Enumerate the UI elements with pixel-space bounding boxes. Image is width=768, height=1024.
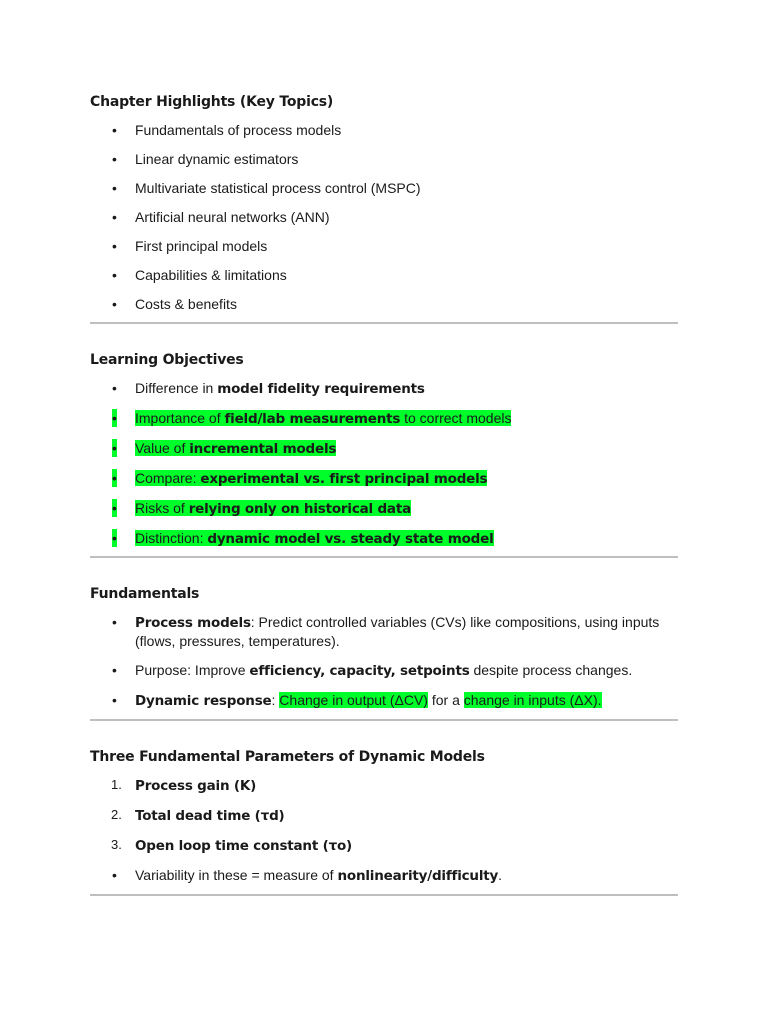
item-emphasis: relying only on historical data	[188, 501, 411, 517]
bullet-list	[90, 379, 678, 548]
list-item-highlighted	[90, 499, 678, 518]
item-emphasis: model fidelity requirements	[217, 381, 425, 397]
highlighted-text: Change in output (ΔCV)	[279, 692, 428, 708]
list-number: 1.	[111, 777, 122, 792]
item-text: .	[498, 867, 503, 883]
item-text: Capabilities & limitations	[135, 267, 287, 283]
list-item	[90, 208, 678, 226]
item-text: Purpose: Improve	[135, 662, 250, 678]
item-text: : Predict controlled variables (CVs) like compositions, using inputs (flows, pressures, temperatures).	[135, 614, 660, 649]
item-text: for a	[427, 692, 464, 708]
list-item	[90, 866, 678, 885]
bullet-marker: •	[112, 151, 117, 167]
item-emphasis: Total dead time (τd)	[135, 808, 285, 824]
item-emphasis: experimental vs. first principal models	[200, 471, 488, 487]
item-text: Costs & benefits	[135, 296, 237, 312]
item-emphasis: Process models	[135, 615, 251, 631]
list-item-highlighted	[90, 469, 678, 488]
item-emphasis: incremental models	[189, 441, 337, 457]
item-text: Importance of	[135, 410, 225, 426]
section-fundamentals	[90, 586, 678, 721]
item-emphasis: field/lab measurements	[224, 411, 401, 427]
list-item	[90, 379, 678, 398]
item-emphasis: dynamic model vs. steady state model	[207, 531, 494, 547]
bullet-marker: •	[112, 692, 117, 708]
item-text: to correct models	[400, 410, 512, 426]
bullet-marker: •	[112, 380, 117, 396]
item-text: Risks of	[135, 500, 189, 516]
bullet-marker: •	[112, 267, 117, 283]
section-heading: Three Fundamental Parameters of Dynamic Models	[90, 749, 485, 765]
item-text: Multivariate statistical process control (MSPC)	[135, 180, 421, 196]
highlighted-text: change in inputs (ΔX).	[463, 692, 602, 708]
list-number: 3.	[111, 837, 122, 852]
item-text: Value of	[135, 440, 190, 456]
item-text: First principal models	[135, 238, 268, 254]
bullet-marker: •	[112, 662, 117, 678]
list-item	[90, 179, 678, 197]
bullet-list	[90, 613, 678, 710]
list-item-highlighted	[90, 439, 678, 458]
item-emphasis: efficiency, capacity, setpoints	[249, 663, 470, 679]
bullet-list	[90, 121, 678, 313]
item-text: :	[271, 692, 280, 708]
bullet-list	[90, 866, 678, 885]
list-item	[90, 806, 678, 825]
list-number: 2.	[111, 807, 122, 822]
bullet-marker: •	[112, 180, 117, 196]
list-item	[90, 776, 678, 795]
item-text: Linear dynamic estimators	[135, 151, 299, 167]
document-page	[90, 94, 678, 896]
list-item	[90, 237, 678, 255]
item-emphasis: Open loop time constant (τo)	[135, 838, 353, 854]
bullet-marker: •	[112, 530, 117, 546]
bullet-marker: •	[112, 296, 117, 312]
section-three-parameters	[90, 749, 678, 896]
section-chapter-highlights	[90, 94, 678, 324]
item-text: Difference in	[135, 380, 218, 396]
bullet-marker: •	[112, 867, 117, 883]
list-item-highlighted	[90, 409, 678, 428]
item-emphasis: nonlinearity/difficulty	[337, 868, 499, 884]
item-emphasis: Process gain (K)	[135, 778, 257, 794]
section-learning-objectives	[90, 352, 678, 558]
bullet-marker: •	[112, 470, 117, 486]
item-text: despite process changes.	[469, 662, 633, 678]
numbered-list	[90, 776, 678, 855]
list-item-highlighted	[90, 529, 678, 548]
bullet-marker: •	[112, 122, 117, 138]
bullet-marker: •	[112, 614, 117, 630]
section-heading: Fundamentals	[90, 586, 200, 602]
list-item	[90, 661, 678, 680]
section-heading: Learning Objectives	[90, 352, 244, 368]
list-item	[90, 836, 678, 855]
list-item	[90, 613, 678, 650]
item-text: Artificial neural networks (ANN)	[135, 209, 330, 225]
bullet-marker: •	[112, 410, 117, 426]
section-divider	[90, 894, 678, 896]
list-item	[90, 295, 678, 313]
bullet-marker: •	[112, 209, 117, 225]
bullet-marker: •	[112, 500, 117, 516]
item-text: Fundamentals of process models	[135, 122, 342, 138]
item-emphasis: Dynamic response	[135, 693, 272, 709]
section-heading: Chapter Highlights (Key Topics)	[90, 94, 334, 110]
list-item	[90, 266, 678, 284]
list-item	[90, 150, 678, 168]
list-item	[90, 691, 678, 710]
list-item	[90, 121, 678, 139]
bullet-marker: •	[112, 238, 117, 254]
item-text: Distinction:	[135, 530, 208, 546]
bullet-marker: •	[112, 440, 117, 456]
item-text: Variability in these = measure of	[135, 867, 338, 883]
item-text: Compare:	[135, 470, 201, 486]
